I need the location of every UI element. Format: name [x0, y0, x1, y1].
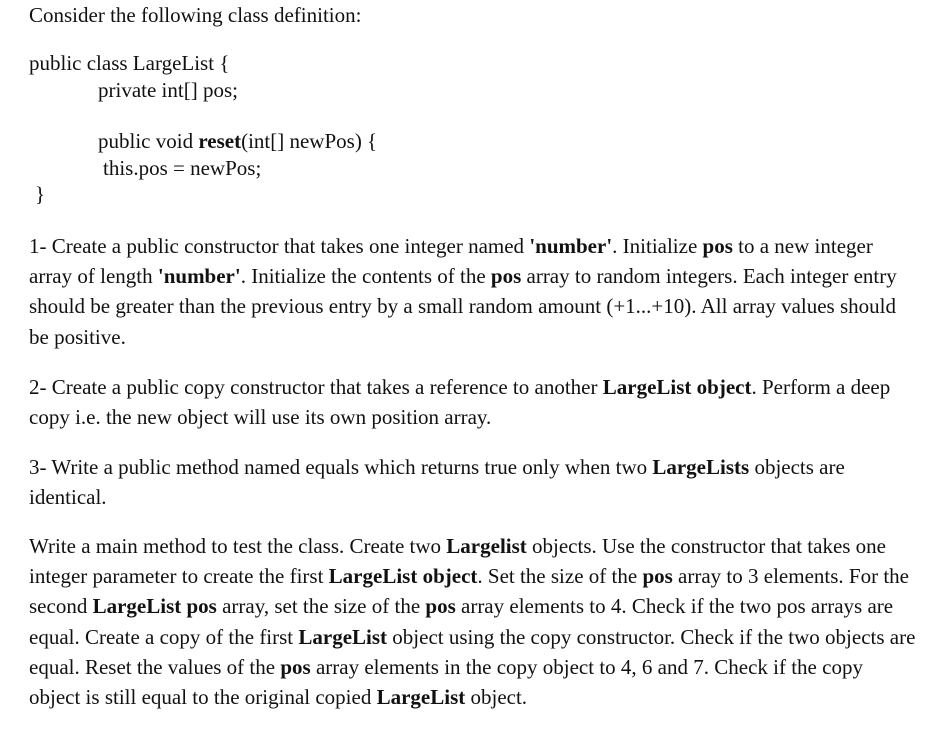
- main-text-2: objects. Use the constructor that takes one integer parameter to create the first: [29, 534, 887, 589]
- question-2: [29, 372, 919, 432]
- main-text-4: array to 3 elements. For the second: [29, 564, 909, 619]
- q1-text-4: . Initialize the contents of the: [240, 264, 491, 289]
- code-method-suffix: (int[] newPos) {: [241, 129, 378, 153]
- q1-text-2: . Initialize: [612, 234, 703, 258]
- q1-text-3: to a new integer array of length: [29, 234, 873, 289]
- code-line-close: }: [35, 182, 46, 206]
- main-bold-2: LargeList object: [328, 564, 478, 589]
- main-bold-6: LargeList: [298, 624, 388, 649]
- main-text-3: . Set the size of the: [477, 564, 643, 589]
- main-text-8: array elements in the copy object to 4, 6 and 7. Check if the copy object is still equal to the original copied: [29, 654, 863, 710]
- main-bold-5: pos: [425, 594, 456, 619]
- main-bold-4: LargeList pos: [92, 594, 217, 619]
- q1-bold-pos-2: pos: [490, 264, 522, 289]
- code-method-name: reset: [198, 129, 242, 153]
- q2-text-1: 2- Create a public copy constructor that takes a reference to another: [29, 375, 603, 399]
- code-line-class: public class LargeList {: [29, 51, 230, 75]
- code-method-prefix: public void: [98, 129, 199, 153]
- question-1: [29, 231, 919, 352]
- main-text-6: array elements to 4. Check if the two pos arrays are equal. Create a copy of the first: [29, 594, 894, 649]
- main-text-5: array, set the size of the: [216, 594, 426, 619]
- q1-bold-number: 'number': [529, 234, 613, 258]
- q2-bold-largelist: LargeList object: [602, 375, 752, 399]
- question-3: [29, 452, 919, 512]
- intro-text: Consider the following class definition:: [29, 3, 362, 27]
- code-line-assign: this.pos = newPos;: [103, 156, 262, 180]
- q1-text-5: array to random integers. Each integer entry should be greater than the previous entry by a small random amount (+1...+10). All array values should be positive.: [29, 264, 897, 349]
- main-bold-1: Largelist: [446, 534, 527, 558]
- main-method-instructions: [29, 531, 919, 712]
- main-bold-8: LargeList: [376, 685, 466, 710]
- code-line-method: [98, 129, 377, 153]
- q2-text-2: . Perform a deep copy i.e. the new object will use its own position array.: [29, 375, 891, 430]
- main-bold-7: pos: [280, 654, 311, 679]
- q1-text-1: 1- Create a public constructor that takes one integer named: [29, 234, 530, 258]
- main-text-1: Write a main method to test the class. Create two: [29, 534, 447, 558]
- main-text-7: object using the copy constructor. Check if the two objects are equal. Reset the values of the: [29, 624, 916, 679]
- main-text-9: object.: [465, 685, 528, 710]
- code-line-field: private int[] pos;: [98, 78, 238, 102]
- q1-bold-pos: pos: [702, 234, 733, 258]
- q3-text-1: 3- Write a public method named equals which returns true only when two: [29, 455, 653, 479]
- q3-text-2: objects are identical.: [29, 455, 845, 510]
- main-bold-3: pos: [642, 564, 673, 589]
- q1-bold-number-2: 'number': [157, 264, 241, 289]
- q3-bold-largelists: LargeLists: [652, 455, 750, 479]
